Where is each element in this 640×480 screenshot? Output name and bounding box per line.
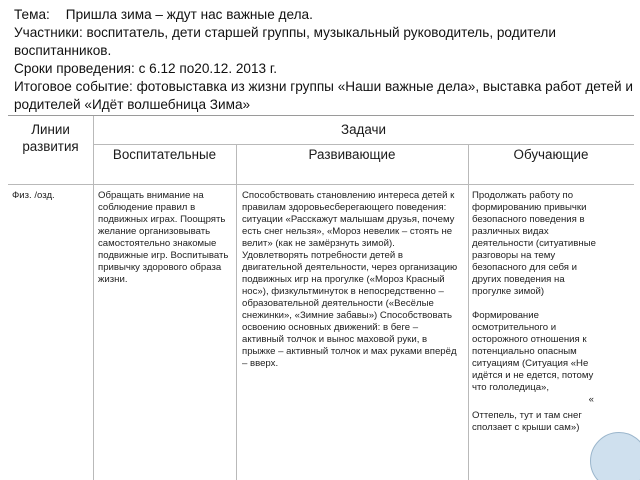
header-developing: Развивающие (308, 147, 396, 162)
row-educational: Обращать внимание на соблюдение правил в подвижных играх. Поощрять желание организовывать самостоятельно знакомые подвижные игр. Воспитывать привычку здорового образа жизни. (98, 190, 229, 285)
teaching-paragraph-3: « (588, 394, 594, 405)
header-educational: Воспитательные (112, 147, 217, 162)
table-divider (236, 144, 237, 480)
final-event-line: Итоговое событие: фотовыставка из жизни группы «Наши важные дела», выставка работ детей и родителей «Идёт волшебница Зима» (14, 79, 633, 112)
dates-line: Сроки проведения: с 6.12 по20.12. 2013 г. (14, 61, 277, 76)
table-divider (93, 144, 634, 145)
header-teaching: Обучающие (513, 147, 589, 162)
plan-table (8, 115, 634, 480)
header-tasks: Задачи (341, 122, 386, 137)
row-area: Физ. /озд. (12, 190, 55, 201)
row-teaching (472, 190, 600, 434)
slide-header (14, 6, 634, 114)
teaching-paragraph-1: Продолжать работу по формированию привычки безопасного поведения в различных видах деятельности (ситуативные разговоры на тему безопасного для себя и других поведения на прогулке зимой) (472, 190, 596, 297)
table-divider (8, 184, 634, 185)
topic-line (14, 6, 634, 24)
topic-value: Пришла зима – ждут нас важные дела. (65, 7, 313, 22)
header-development-lines: Линии развития (22, 122, 79, 154)
table-divider (93, 116, 94, 480)
topic-label: Тема: (14, 7, 50, 22)
teaching-paragraph-4: Оттепель, тут и там снег сползает с крыши сам») (472, 410, 582, 433)
teaching-paragraph-2: Формирование осмотрительного и осторожного отношения к потенциально опасным ситуациям (Ситуация «Не идётся и не едется, потому что гололедица», (472, 310, 594, 393)
row-developing: Способствовать становлению интереса детей к правилам здоровьесберегающего поведения: ситуации «Расскажут малышам друзья, почему есть снег нельзя», «Мороз невелик – стоять не велит» (как не замёрзнуть зимой). Удовлетворять потребности детей в двигательной деятельности, через организацию подвижных игр на прогулке («Мороз Красный нос»), физкультминуток в непосредственно – образовательной деятельности («Весёлые снежинки», «Зимние забавы») Способствовать освоению основных движений: в беге – активный толчок и вынос маховой руки, в прыжке – активный толчок и мах руками вперёд – вверх. (242, 190, 458, 369)
table-divider (468, 144, 469, 480)
participants-line: Участники: воспитатель, дети старшей группы, музыкальный руководитель, родители воспитанников. (14, 25, 556, 58)
